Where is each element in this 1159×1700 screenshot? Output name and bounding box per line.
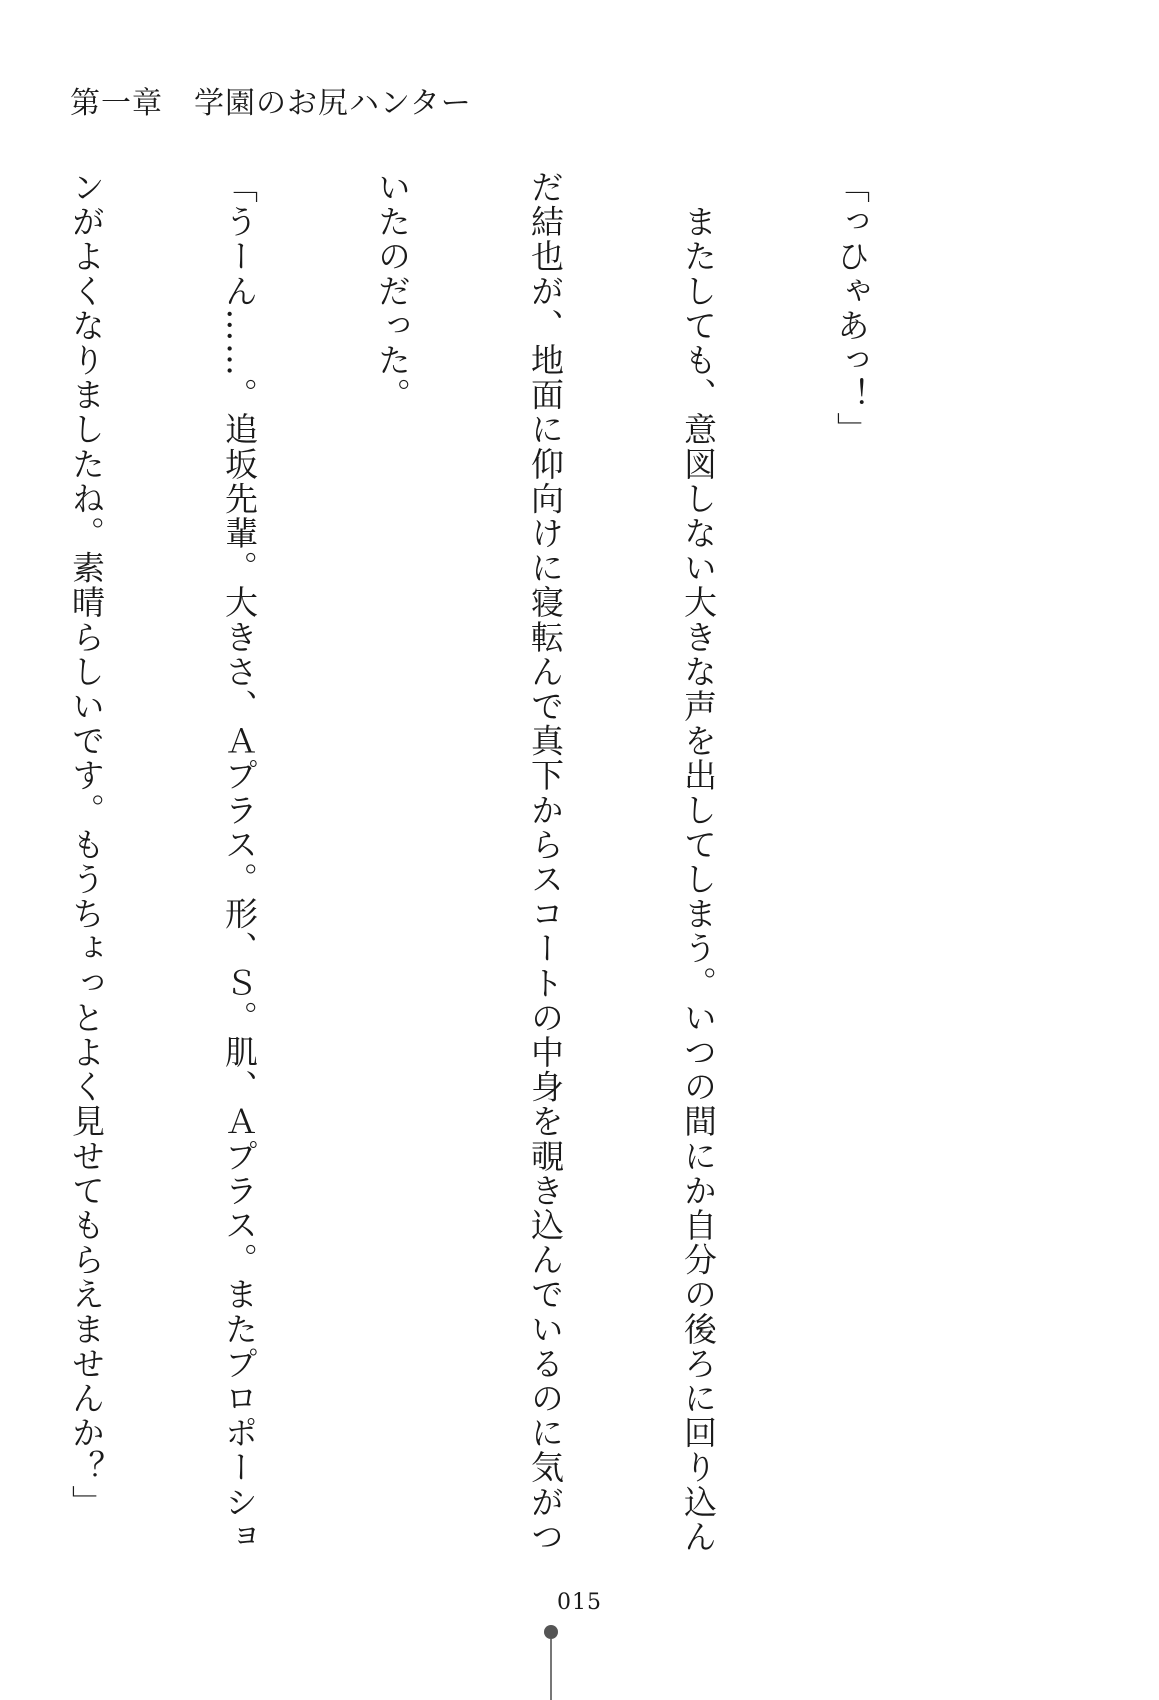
text-line: 「っひゃあっ！」 (832, 170, 871, 447)
text-line: いたのだった。 (373, 170, 412, 413)
ornament-dot-icon (544, 1625, 558, 1639)
text-line: ンがよくなりましたね。素晴らしいです。もうちょっとよく見せてもらえませんか？」 (67, 170, 106, 1520)
folio-ornament (544, 1625, 558, 1700)
body-text (0, 170, 979, 1570)
text-line: またしても、意図しない大きな声を出してしまう。いつの間にか自分の後ろに回り込ん (679, 170, 718, 1554)
running-head: 第一章 学園のお尻ハンター (70, 86, 472, 121)
text-line: 「うーん……。追坂先輩。大きさ、Ａプラス。形、Ｓ。肌、Ａプラス。またプロポーショ (220, 170, 259, 1554)
text-line: だ結也が、地面に仰向けに寝転んで真下からスコートの中身を覗き込んでいるのに気がつ (526, 170, 565, 1554)
page-number: 015 (557, 1590, 602, 1615)
ornament-rule (550, 1639, 552, 1700)
